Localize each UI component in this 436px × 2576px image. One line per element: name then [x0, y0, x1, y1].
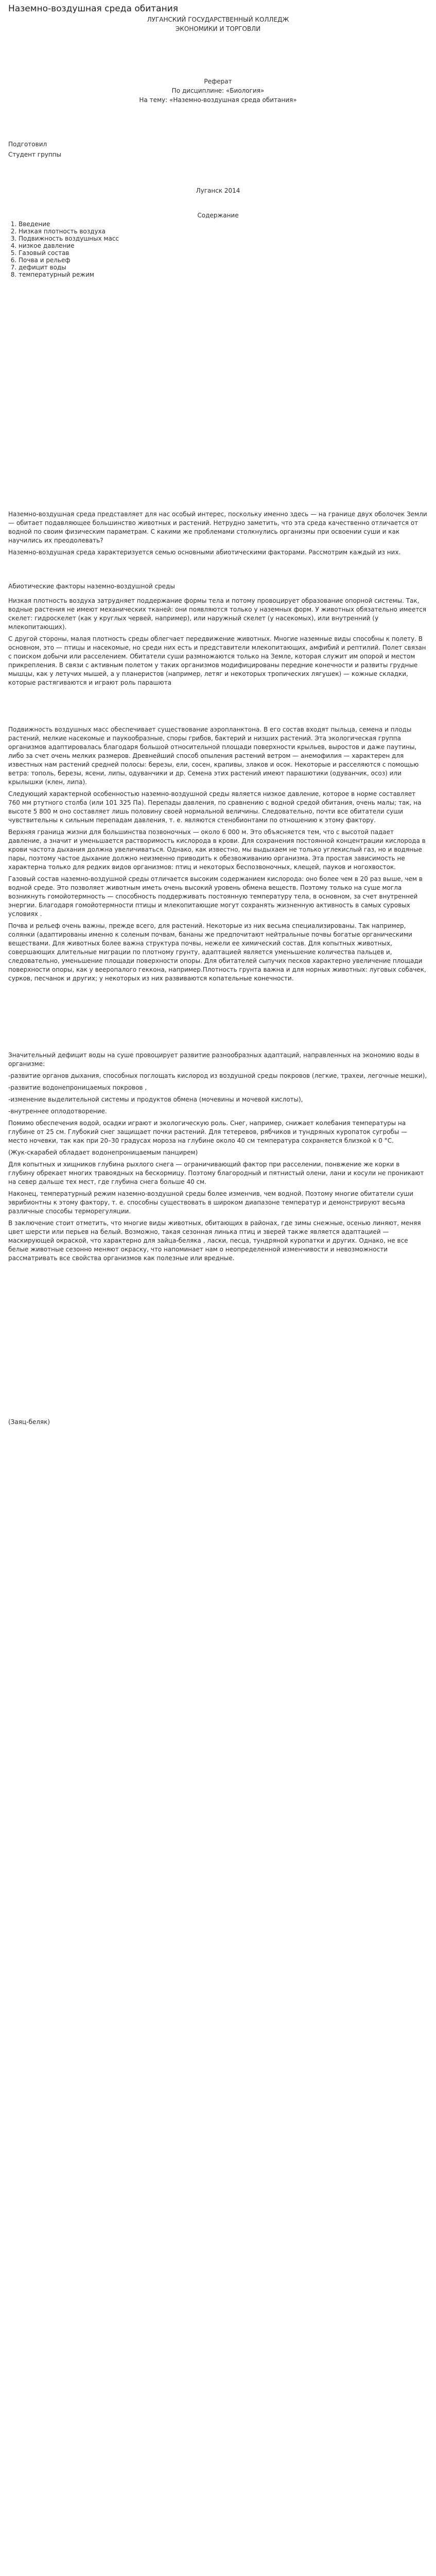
- student-group: Студент группы: [8, 151, 61, 158]
- prepared-by: Подготовил: [8, 141, 47, 148]
- hare-caption: (Заяц-беляк): [8, 1418, 50, 1426]
- paragraph: Низкая плотность воздуха затрудняет поддержание формы тела и потому провоцирует образование опорной системы. Так, водные растения не имеют механических тканей: они появляются только у наземных форм. У животных обязательно имеется скелет: гидроскелет (как у круглых червей, например), или наружный скелет (у насекомых), или внутренний (у млекопитающих).: [8, 597, 427, 631]
- list-item: 1. Введение: [19, 221, 436, 228]
- section-water: [8, 1051, 428, 1266]
- list-item: 8. температурный режим: [19, 271, 436, 278]
- introduction: [8, 510, 428, 560]
- paragraph: -развитие водонепроницаемых покровов ,: [8, 1084, 147, 1091]
- page-title: Наземно-воздушная среда обитания: [8, 4, 178, 14]
- doc-type: Реферат: [204, 78, 232, 85]
- college-name: ЛУГАНСКИЙ ГОСУДАРСТВЕННЫЙ КОЛЛЕДЖ: [147, 16, 289, 23]
- paragraph: С другой стороны, малая плотность среды облегчает передвижение животных. Многие наземные виды способны к полету. В основном, это — птицы и насекомые, но среди них есть и представители млекопитающих, амфибий и рептилий. Полет связан с поиском добычи или расселением. Обитатели суши размножаются только на Земле, которая служит им опорой и местом прикрепления. В связи с активным полетом у таких организмов модифицированы передние конечности и развиты грудные мышцы, как у летучих мышей, а у планеристов (например, летяг и некоторых тропических лягушек) — кожные складки, которые растягиваются и играют роль парашюта: [8, 635, 426, 686]
- paragraph: Подвижность воздушных масс обеспечивает существование аэропланктона. В его состав входят пыльца, семена и плоды растений, мелкие насекомые и паукообразные, споры грибов, бактерий и низших растений. Эта экологическая группа организмов адаптировалась благодаря большой относительной площади поверхности крыльев, выростов и даже паутины, либо за счет очень мелких размеров. Древнейший способ опыления растений ветром — анемофилия — характерен для известных нам растений средней полосы: березы, ели, сосен, крапивы, злаков и осок. Некоторые и расселяются с помощью ветра: тополь, березы, ясени, липы, одуванчики и др. Семена этих растений имеют парашютики (одуванчик, осоз) или крылышки (клен, липа).: [8, 726, 419, 786]
- list-item: 4. низкое давление: [19, 242, 436, 249]
- discipline: По дисциплине: «Биология»: [171, 87, 265, 94]
- paragraph: Наземно-воздушная среда представляет для нас особый интерес, поскольку именно здесь — на границе двух оболочек Земли — обитает подавляющее большинство животных и растений. Нетрудно заметить, что эта среда качественно отличается от водной по своим физическим параметрам. С какими же проблемами столкнулись организмы при освоении суши и как научились их преодолевать?: [8, 511, 427, 544]
- list-item: 7. дефицит воды: [19, 264, 436, 271]
- list-item: 5. Газовый состав: [19, 249, 436, 257]
- city-year: Луганск 2014: [196, 187, 240, 194]
- list-item: 6. Почва и рельеф: [19, 257, 436, 264]
- list-item: 3. Подвижность воздушных масс: [19, 235, 436, 242]
- paragraph: Следующий характерной особенностью наземно-воздушной среды является низкое давление, которое в норме составляет 760 мм ртутного столба (или 101 325 Па). Перепады давления, по сравнению с водной средой обитания, очень малы; так, на высоте 5 800 м оно составляет лишь половину своей нормальной величины. Следовательно, почти все обитатели суши чувствительны к сильным перепадам давления, т. е. являются стенобионтами по отношению к этому фактору.: [8, 790, 422, 824]
- paragraph: В заключение стоит отметить, что многие виды животных, обитающих в районах, где зимы снежные, осенью линяют, меняя цвет шерсти или перьев на белый. Возможно, такая сезонная линька птиц и зверей также является адаптацией — маскирующей окраской, что характерно для зайца-беляка , ласки, песца, тундряной куропатки и других. Однако, не все белые животные сезонно меняют окраску, что напоминает нам о неопределенной изменчивости и невозможности рассматривать все свойства организмов как полезные или вредные.: [8, 1219, 421, 1262]
- paragraph: Значительный дефицит воды на суше провоцирует развитие разнообразных адаптаций, направленных на экономию воды в организме:: [8, 1052, 420, 1067]
- topic: На тему: «Наземно-воздушная среда обитания»: [139, 96, 297, 104]
- paragraph: Верхняя граница жизни для большинства позвоночных — около 6 000 м. Это объясняется тем, что с высотой падает давление, а значит и уменьшается растворимость кислорода в крови. Для сохранения постоянной концентрации кислорода в крови частота дыхания должна увеличиваться. Однако, как известно, мы выдыхаем не только углекислый газ, но и водяные пары, поэтому частое дыхание должно неизменно приводить к обезвоживанию организма. Эта простая зависимость не характерна только для редких видов организмов: птиц и некоторых беспозвоночных, клещей, пауков и ногохвосток.: [8, 828, 426, 871]
- contents-heading: Содержание: [197, 212, 239, 219]
- paragraph: Газовый состав наземно-воздушной среды отличается высоким содержанием кислорода: оно более чем в 20 раз выше, чем в водной среде. Это позволяет животным иметь очень высокий уровень обмена веществ. Поэтому только на суше могла возникнуть гомойотермность — способность поддерживать постоянную температуру тела, в основном, за счет внутренней энергии. Благодаря гомойотермности птицы и млекопитающие могут сохранять жизненную активность в самых суровых условиях .: [8, 875, 423, 918]
- paragraph: -изменение выделительной системы и продуктов обмена (мочевины и мочевой кислоты),: [8, 1096, 303, 1103]
- department-name: ЭКОНОМИКИ И ТОРГОВЛИ: [175, 25, 261, 32]
- list-item: 2. Низкая плотность воздуха: [19, 228, 436, 235]
- paragraph: Помимо обеспечения водой, осадки играют и экологическую роль. Снег, например, снижает колебания температуры на глубине от 25 см. Глубокий снег защищает почки растений. Для тетеревов, рябчиков и тундряных куропаток сугробы — место ночевки, так как при 20–30 градусах мороза на глубине около 40 см температура сохраняется близкой к 0 °С.: [8, 1120, 408, 1144]
- paragraph: -внутреннее оплодотворение.: [8, 1108, 107, 1115]
- paragraph: -развитие органов дыхания, способных поглощать кислород из воздушной среды покровов (легкие, трахеи, легочные мешки),: [8, 1072, 427, 1079]
- contents-list: [8, 221, 436, 278]
- paragraph: Почва и рельеф очень важны, прежде всего, для растений. Некоторые из них весьма специализированы. Так например, солянки (адаптированы именно к соленым почвам, бананы же предпочитают нейтральные почвы богатые органическими веществами. Для животных более важна структура почвы, нежели ее химический состав. Для копытных животных, совершающих длительные миграции по плотному грунту, адаптацией является уменьшение количества пальцев и, следовательно, уменьшение площади поверхности опоры. Для обитателей сыпучих песков характерно увеличение площади поверхности опоры, как у вееропалого геккона, например.Плотность грунта важна и для норных животных: луговых собачек, сурков, песчанок и других; у некоторых из них развиваются копательные конечности.: [8, 922, 426, 982]
- factors-heading: Абиотические факторы наземно-воздушной среды: [8, 583, 175, 590]
- section-density: [8, 597, 428, 690]
- section-mobility: [8, 725, 428, 986]
- paragraph: Для копытных и хищников глубина рыхлого снега — ограничивающий фактор при расселении, понвжение же корки в глубину обрекает многих травоядных на бескормицу. Поэтому благородный и пятнистый олени, лани и косули не проникают на север дальше тех мест, где глубина снега больше 40 см.: [8, 1161, 424, 1185]
- paragraph: Наземно-воздушная среда характеризуется семью основными абиотическими факторами. Рассмотрим каждый из них.: [8, 549, 401, 556]
- paragraph: Наконец, температурный режим наземно-воздушной среды более изменчив, чем водной. Поэтому многие обитатели суши эврибионтны к этому фактору, т. е. способны существовать в широком диапазоне температур и демонстрируют весьма различные способы терморегуляции.: [8, 1190, 413, 1215]
- paragraph: (Жук-скарабей обладает водонепроницаемым панцирем): [8, 1149, 198, 1156]
